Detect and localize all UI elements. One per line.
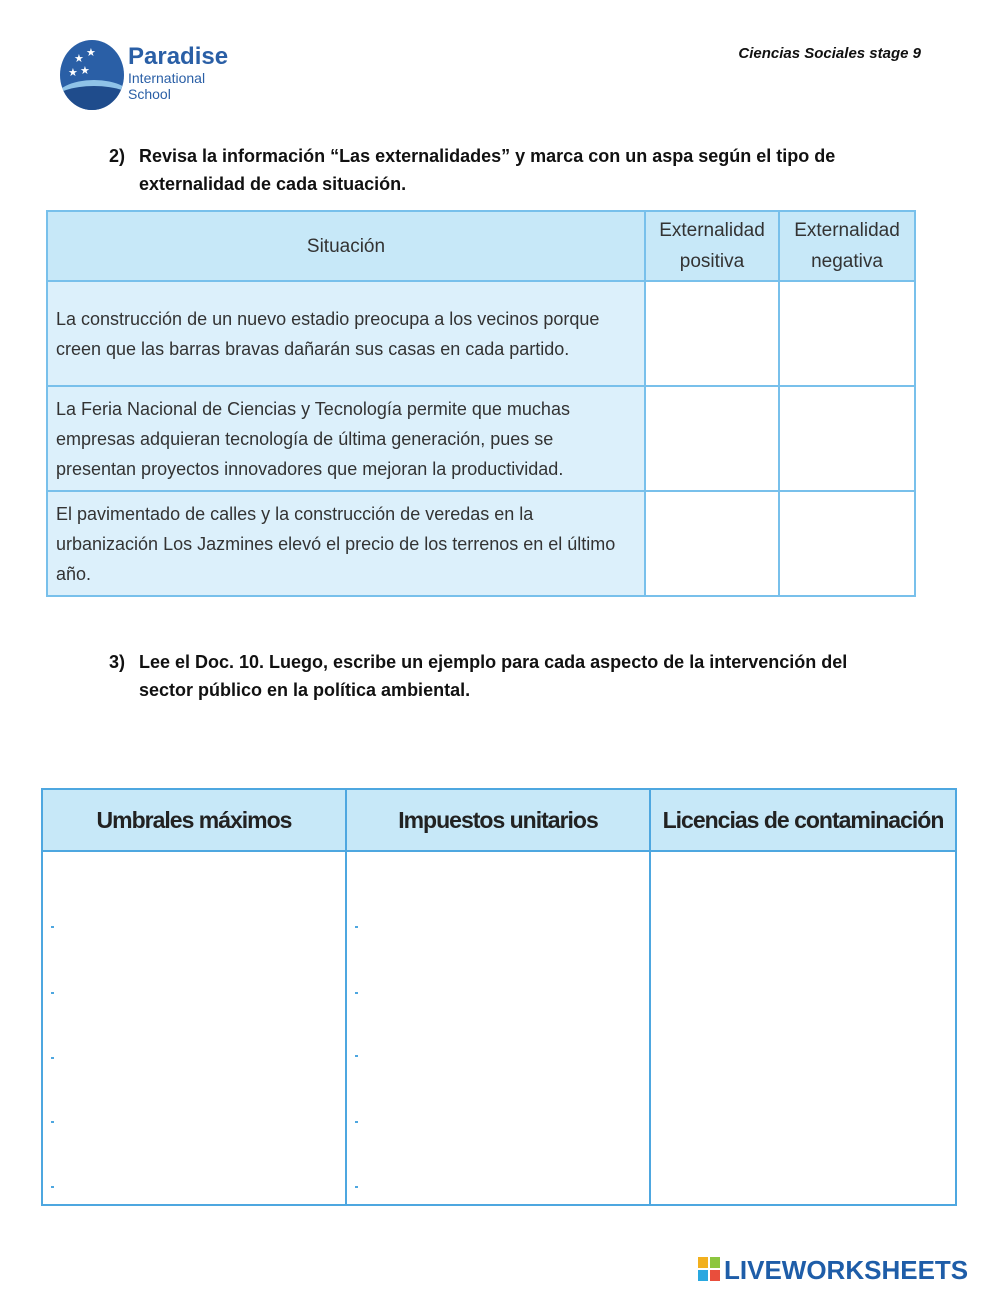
answer-thresholds[interactable] [42,851,346,1205]
logo-subtitle-2: School [128,86,171,102]
mark-negative-1[interactable] [779,281,915,386]
table-row [47,281,915,386]
header-thresholds: Umbrales máximos [42,789,346,851]
header-taxes: Impuestos unitarios [346,789,650,851]
question-2-number: 2) [109,146,126,166]
course-title: Ciencias Sociales stage 9 [738,45,921,62]
liveworksheets-logo-icon [698,1257,720,1281]
answer-licenses[interactable] [650,851,956,1205]
policy-table [41,788,957,1206]
situation-1: La construcción de un nuevo estadio preocupa a los vecinos porque creen que las barras bravas dañarán sus casas en cada partido. [47,281,645,386]
mark-positive-1[interactable] [645,281,779,386]
situation-2: La Feria Nacional de Ciencias y Tecnología permite que muchas empresas adquieran tecnología de última generación, pues se presentan proyectos innovadores que mejoran la productividad. [47,386,645,491]
answer-taxes[interactable] [346,851,650,1205]
question-2-text: Revisa la información “Las externalidades” y marca con un aspa según el tipo de externalidad de cada situación. [139,146,836,194]
mark-negative-3[interactable] [779,491,915,596]
question-3-number: 3) [109,652,126,672]
mark-positive-3[interactable] [645,491,779,596]
table-row [47,386,915,491]
logo-subtitle-1: International [128,70,206,86]
liveworksheets-wordmark: LIVEWORKSHEETS [724,1255,969,1285]
question-3-text: Lee el Doc. 10. Luego, escribe un ejemplo para cada aspecto de la intervención del sector público en la política ambiental. [139,652,848,700]
question-3 [109,648,869,708]
table-row [47,491,915,596]
question-2 [109,142,869,202]
mark-negative-2[interactable] [779,386,915,491]
header-licenses: Licencias de contaminación [650,789,956,851]
header-positive: Externalidad positiva [645,211,779,281]
logo-emblem-icon: ★ ★ ★ ★ [60,40,124,110]
mark-positive-2[interactable] [645,386,779,491]
logo-title: Paradise [128,43,229,70]
header-negative: Externalidad negativa [779,211,915,281]
externalities-table [46,210,916,597]
situation-3: El pavimentado de calles y la construcción de veredas en la urbanización Los Jazmines elevó el precio de los terrenos en el último año. [47,491,645,596]
school-logo [60,38,260,114]
header-situation: Situación [47,211,645,281]
